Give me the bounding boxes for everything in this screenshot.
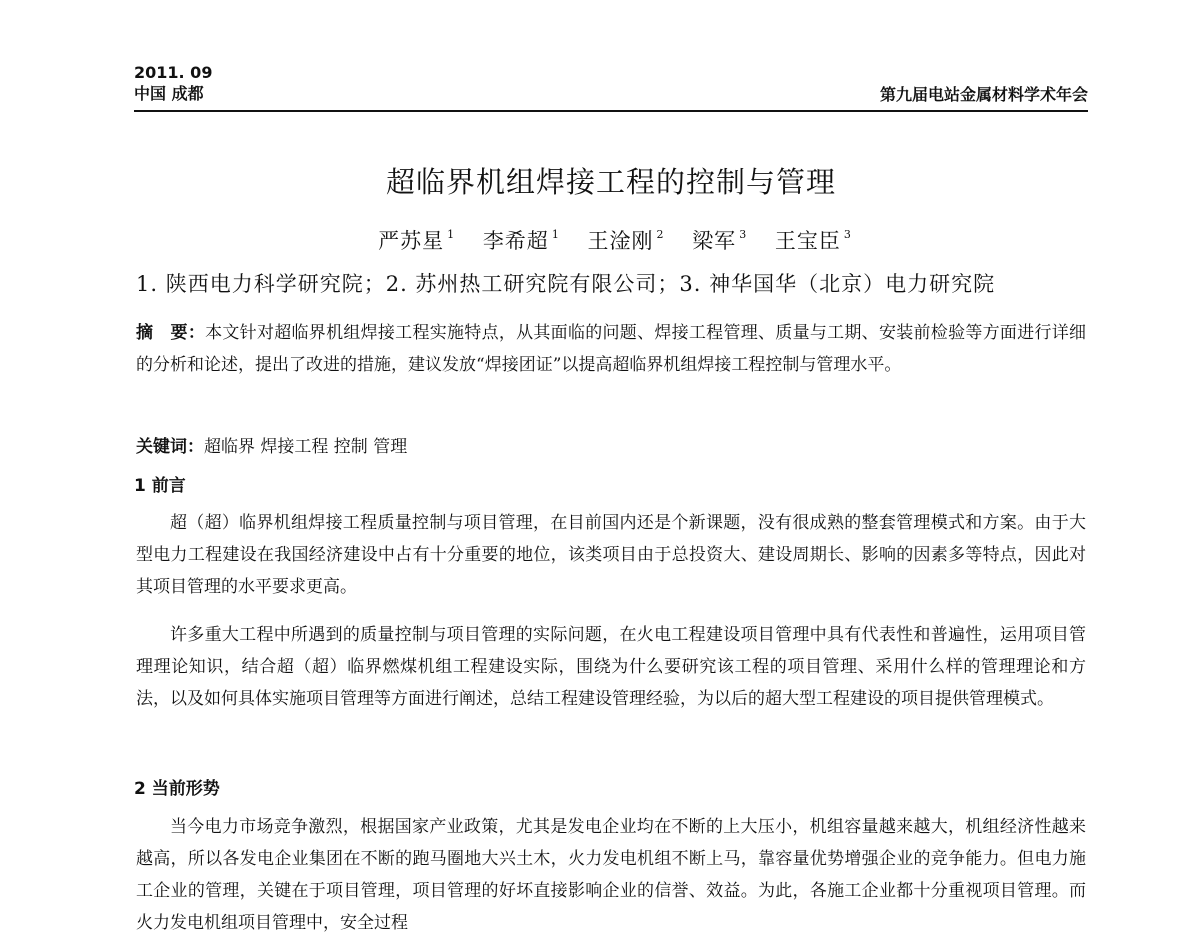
affiliations: 1. 陕西电力科学研究院；2. 苏州热工研究院有限公司；3. 神华国华（北京）电力研究院 (136, 272, 996, 296)
section-heading: 2 当前形势 (134, 779, 220, 799)
author-affiliation-mark: 2 (656, 228, 665, 241)
header-location: 中国 成都 (134, 84, 204, 103)
author-affiliation-mark: 3 (739, 228, 748, 241)
paragraph-text: 当今电力市场竞争激烈，根据国家产业政策，尤其是发电企业均在不断的上大压小，机组容量越来越大，机组经济性越来越高，所以各发电企业集团在不断的跑马圈地大兴土木，火力发电机组不断上马，靠容量优势增强企业的竞争能力。但电力施工企业的管理，关键在于项目管理，项目管理的好坏直接影响企业的信誉、效益。为此，各施工企业都十分重视项目管理。而火力发电机组项目管理中，安全过程 (136, 817, 1086, 933)
abstract-text: 本文针对超临界机组焊接工程实施特点，从其面临的问题、焊接工程管理、质量与工期、安装前检验等方面进行详细的分析和论述，提出了改进的措施，建议发放“焊接团证”以提高超临界机组焊接工程控制与管理水平。 (136, 323, 1087, 375)
section-heading: 1 前言 (134, 476, 186, 496)
author-name: 王宝臣 (774, 229, 841, 253)
header-date: 2011. 09 (134, 63, 213, 82)
author (692, 229, 747, 253)
author-affiliation-mark: 1 (447, 228, 456, 241)
author (378, 229, 455, 253)
author-list (0, 220, 1200, 256)
section-paragraph (136, 811, 1086, 939)
author (775, 229, 852, 253)
keywords (136, 431, 1086, 463)
section-paragraph (136, 507, 1086, 603)
author-name: 严苏星 (378, 229, 445, 253)
header-rule (134, 110, 1088, 112)
author-affiliation-mark: 3 (843, 228, 852, 241)
author-name: 李希超 (482, 229, 549, 253)
keywords-text: 超临界 焊接工程 控制 管理 (204, 437, 408, 457)
keywords-label: 关键词： (136, 437, 204, 457)
abstract (136, 317, 1086, 381)
header-conference: 第九届电站金属材料学术年会 (879, 85, 1088, 104)
author-name: 王淦刚 (587, 229, 654, 253)
header-left (134, 62, 212, 104)
section-paragraph (136, 619, 1086, 715)
paragraph-text: 许多重大工程中所遇到的质量控制与项目管理的实际问题，在火电工程建设项目管理中具有代表性和普遍性，运用项目管理理论知识，结合超（超）临界燃煤机组工程建设实际，围绕为什么要研究该工程的项目管理、采用什么样的管理理论和方法，以及如何具体实施项目管理等方面进行阐述，总结工程建设管理经验，为以后的超大型工程建设的项目提供管理模式。 (136, 625, 1086, 709)
author-name: 梁军 (692, 229, 737, 253)
author (588, 229, 665, 253)
abstract-label: 摘 要： (136, 323, 206, 343)
paragraph-text: 超（超）临界机组焊接工程质量控制与项目管理，在目前国内还是个新课题，没有很成熟的整套管理模式和方案。由于大型电力工程建设在我国经济建设中占有十分重要的地位，该类项目由于总投资大、建设周期长、影响的因素多等特点，因此对其项目管理的水平要求更高。 (136, 513, 1086, 597)
author-affiliation-mark: 1 (551, 228, 560, 241)
author (483, 229, 560, 253)
paper-title: 超临界机组焊接工程的控制与管理 (385, 165, 836, 199)
